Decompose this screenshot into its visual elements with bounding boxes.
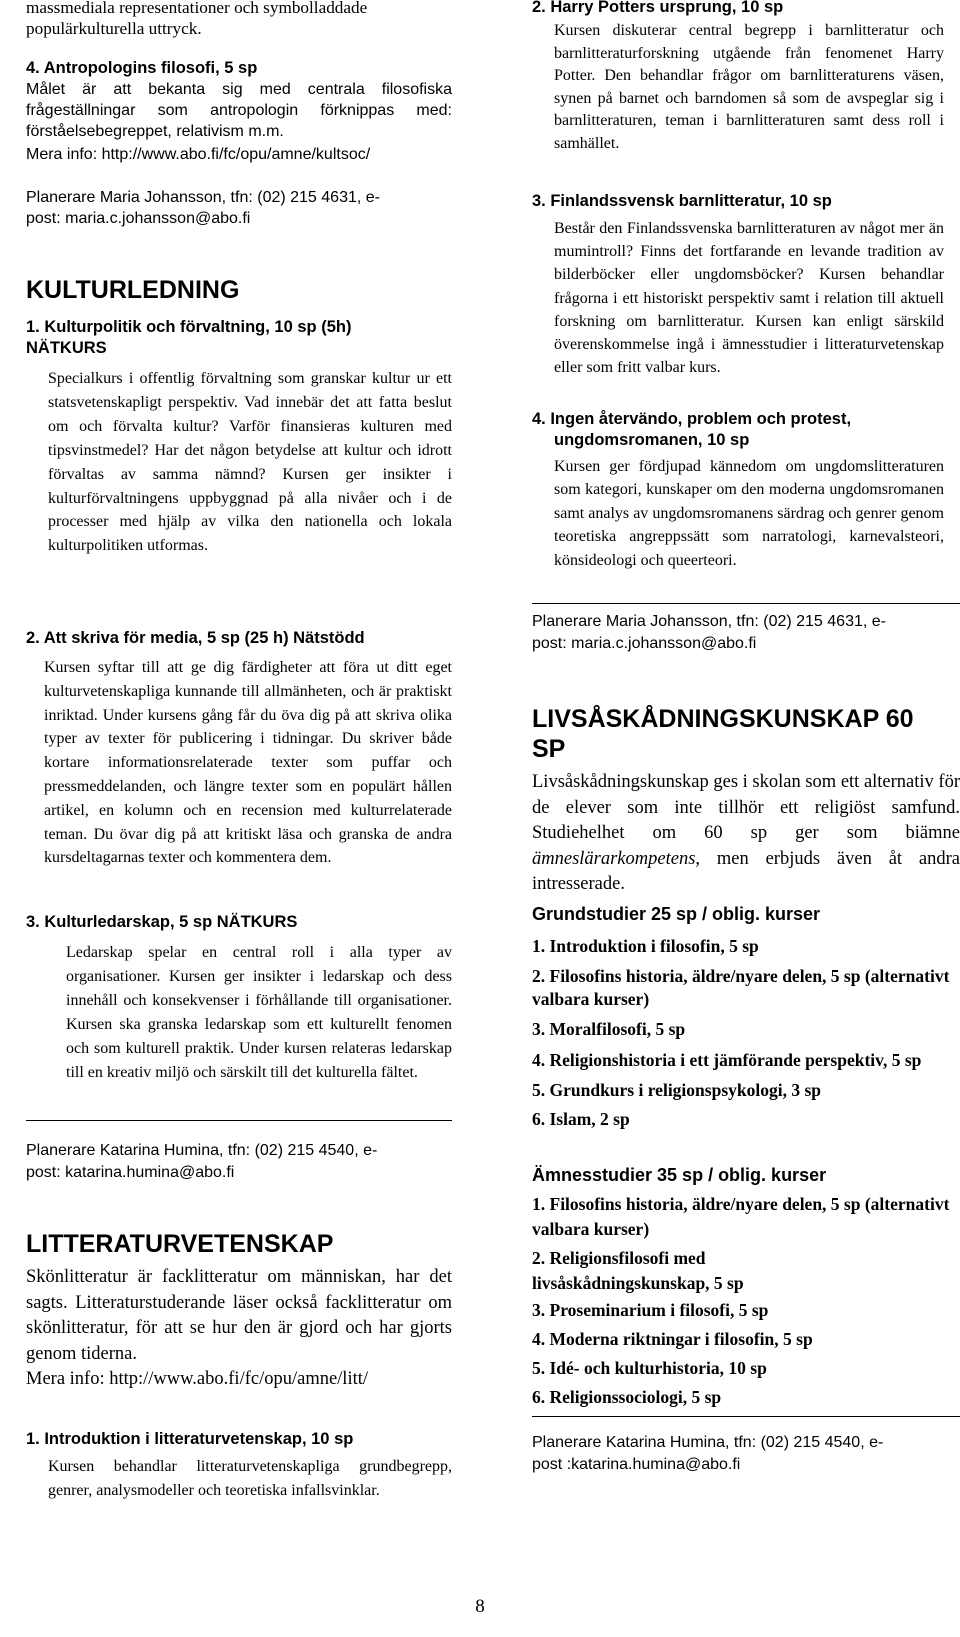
kultur-course1-title-line2: NÄTKURS — [26, 339, 107, 357]
planner-contact-1-line1: Planerare Maria Johansson, tfn: (02) 215 4631, e- — [26, 189, 380, 206]
planner-contact-4-line2: post :katarina.humina@abo.fi — [532, 1456, 741, 1473]
grundstudier-list — [532, 932, 960, 1134]
kultur-course3-body: Ledarskap spelar en central roll i alla typer av organisationer. Kursen ger insikter i ledarskap och dess innehåll och konsekvenser i förhållande till organisationer. Kursen ska granska ledarskap som ett kulturellt fenomen och som kulturell praktik. Under kursen relateras ledarskap till en kreativ miljö och särskilt till det kulturella fältet. — [66, 944, 452, 1081]
kultur-course1-title-line1: 1. Kulturpolitik och förvaltning, 10 sp (5h) — [26, 318, 352, 336]
section-heading-livsaskadning-line2: SP — [532, 735, 566, 763]
litt-course1-body: Kursen behandlar litteraturvetenskapliga grundbegrepp, genrer, analysmodeller och teoretiska infallsvinklar. — [48, 1458, 452, 1499]
list-item: 4. Moderna riktningar i filosofin, 5 sp — [532, 1329, 813, 1349]
planner-contact-3-line2: post: maria.c.johansson@abo.fi — [532, 635, 757, 652]
planner-contact-2-line1: Planerare Katarina Humina, tfn: (02) 215 4540, e- — [26, 1142, 378, 1159]
section-heading-litteraturvetenskap: LITTERATURVETENSKAP — [26, 1230, 334, 1258]
planner-contact-2-line2: post: katarina.humina@abo.fi — [26, 1164, 235, 1181]
intro-text-line2: populärkulturella uttryck. — [26, 19, 202, 38]
list-item: 3. Proseminarium i filosofi, 5 sp — [532, 1300, 769, 1320]
list-item: 2. Religionsfilosofi med livsåskådningskunskap, 5 sp — [532, 1248, 744, 1293]
kultur-course1-body: Specialkurs i offentlig förvaltning som granskar kultur ur ett statsvetenskapligt perspektiv. Vad innebär det att fatta beslut om och förvalta kultur? Varför finansieras kulturen med tipsvinstmedel? Har det någon betydelse att kultur och idrott förvaltas av samma nämnd? Kursen ger insikter i kulturförvaltningens uppbyggnad på alla nivåer och i de processer med hjälp av vilka den nationella och lokala kulturpolitiken utformas. — [48, 370, 452, 555]
section-heading-kulturledning: KULTURLEDNING — [26, 276, 240, 304]
hp-course-body: Kursen diskuterar central begrepp i barnlitteratur och barnlitteraturforskning utgående från fenomenet Harry Potter. Den behandlar frågor om barnlitteraturens väsen, synen på barnet och barndomen så som de avspeglar sig i barnlitteraturen, teman i barnlitteraturen samt dess roll i samhället. — [554, 22, 944, 152]
iu-course-title-line1: 4. Ingen återvändo, problem och protest, — [532, 410, 852, 428]
intro-text-line1: massmediala representationer och symbolladdade — [26, 0, 368, 17]
planner-contact-1-line2: post: maria.c.johansson@abo.fi — [26, 210, 251, 227]
section-divider-1 — [26, 1120, 452, 1121]
section-divider-2 — [532, 603, 960, 604]
section-divider-3 — [532, 1416, 960, 1417]
kultur-course2-body: Kursen syftar till att ge dig färdigheter att föra ut ditt eget kulturvetenskapliga kunnande till allmänheten, och är praktiskt inriktad. Under kursens gång får du öva dig på att skriva olika typer av texter för publicering i tidningar. Du skriver både kortare informationsrelaterade texter som puffar och pressmeddelanden, och längre texter som en populärt hållen artikel, en kolumn och en recension med kulturrelaterade teman. Du övar dig på att kritiskt läsa och granska de andra kursdeltagarnas texter och kommentera dem. — [44, 659, 452, 867]
kultur-course3-title: 3. Kulturledarskap, 5 sp NÄTKURS — [26, 913, 298, 931]
livsaskadning-intro-part1: Livsåskådningskunskap ges i skolan som ett alternativ för de elever som inte tillhör ett religiöst samfund. Studiehelhet om 60 sp ger som biämne — [532, 772, 960, 843]
amnesstudier-heading: Ämnesstudier 35 sp / oblig. kurser — [532, 1165, 827, 1185]
list-item: 3. Moralfilosofi, 5 sp — [532, 1019, 686, 1039]
livsaskadning-intro-body — [532, 770, 960, 898]
fs-course-body: Består den Finlandssvenska barnlitteraturen av något mer än mumintroll? Finns det fortfarande en levande tradition av bilderböcker eller ungdomsböcker? Kursen behandlar frågorna i ett historiskt perspektiv samt i relation till aktuell forskning om barnlitteratur. Kursen kan enligt särskild överenskommelse ingå i ämnesstudier i litteraturvetenskap eller som fritt valbar kurs. — [554, 220, 944, 377]
planner-contact-3-line1: Planerare Maria Johansson, tfn: (02) 215 4631, e- — [532, 613, 886, 630]
iu-course-body: Kursen ger fördjupad kännedom om ungdomslitteraturen som kategori, kunskaper om den moderna ungdomsromanen samt analys av ungdomsromanens särdrag och genrer genom teoretiska angreppssätt som narratologi, karnevalsteori, könsideologi och queerteori. — [554, 458, 944, 569]
list-item: 6. Religionssociologi, 5 sp — [532, 1387, 722, 1407]
list-item: 4. Religionshistoria i ett jämförande perspektiv, 5 sp — [532, 1050, 922, 1070]
list-item: 1. Introduktion i filosofin, 5 sp — [532, 936, 759, 956]
iu-course-title-line2: ungdomsromanen, 10 sp — [554, 431, 750, 449]
litteratur-intro-body: Skönlitteratur är facklitteratur om människan, har det sagts. Litteraturstuderande läser också facklitteratur om skönlitteratur, för att se hur den är gjord och har gjorts genom tiderna. — [26, 1267, 452, 1364]
antropologi-course-title: 4. Antropologins filosofi, 5 sp — [26, 59, 258, 77]
section-heading-livsaskadning-line1: LIVSÅSKÅDNINGSKUNSKAP 60 — [532, 705, 914, 733]
hp-course-title: 2. Harry Potters ursprung, 10 sp — [532, 0, 784, 16]
list-item: 1. Filosofins historia, äldre/nyare delen, 5 sp (alternativt valbara kurser) — [532, 1194, 950, 1239]
livsaskadning-intro-part2: , men erbjuds även åt andra intresserade. — [532, 848, 960, 894]
list-item: 5. Idé- och kulturhistoria, 10 sp — [532, 1358, 767, 1378]
fs-course-title: 3. Finlandssvensk barnlitteratur, 10 sp — [532, 192, 832, 210]
page-number: 8 — [475, 1596, 485, 1617]
livsaskadning-intro-italic: ämneslärarkompetens — [532, 848, 696, 869]
litt-course1-title: 1. Introduktion i litteraturvetenskap, 10 sp — [26, 1430, 354, 1448]
planner-contact-4-line1: Planerare Katarina Humina, tfn: (02) 215 4540, e- — [532, 1434, 884, 1451]
amnesstudier-list — [532, 1192, 960, 1412]
list-item: 2. Filosofins historia, äldre/nyare delen, 5 sp (alternativt valbara kurser) — [532, 966, 950, 1009]
grundstudier-heading: Grundstudier 25 sp / oblig. kurser — [532, 904, 821, 924]
list-item: 6. Islam, 2 sp — [532, 1109, 630, 1129]
list-item: 5. Grundkurs i religionspsykologi, 3 sp — [532, 1080, 821, 1100]
antropologi-more-info[interactable]: Mera info: http://www.abo.fi/fc/opu/amne/kultsoc/ — [26, 146, 371, 163]
antropologi-course-body: Målet är att bekanta sig med centrala filosofiska frågeställningar som antropologin förknippas med: förståelsebegreppet, relativism m.m. — [26, 81, 452, 140]
litteratur-more-info[interactable]: Mera info: http://www.abo.fi/fc/opu/amne/litt/ — [26, 1369, 369, 1389]
kultur-course2-title: 2. Att skriva för media, 5 sp (25 h) Nätstödd — [26, 629, 365, 647]
